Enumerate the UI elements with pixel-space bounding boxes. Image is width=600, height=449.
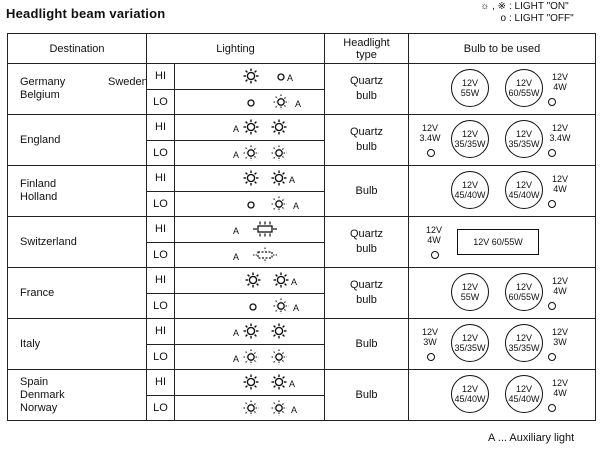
bulb-cell — [409, 319, 596, 370]
type-line: Bulb — [355, 388, 378, 401]
aux-bulb-icon — [427, 149, 435, 157]
dest-line: Sweden — [108, 76, 148, 88]
light-on-icon — [271, 145, 287, 161]
bulb-circle — [505, 69, 543, 107]
aux-label: A — [233, 226, 240, 237]
lamp-pattern-hi — [175, 217, 324, 241]
dest-line: Holland — [20, 191, 58, 203]
aux-bulb-icon — [548, 404, 556, 412]
light-on-icon — [243, 349, 259, 365]
type-line: bulb — [356, 141, 377, 153]
light-on-icon — [271, 349, 287, 365]
aux-label: A — [289, 379, 296, 390]
header-bulb: Bulb to be used — [409, 34, 596, 64]
bulb-cell — [409, 64, 596, 115]
lighting-hi — [175, 217, 325, 243]
type-line: bulb — [356, 243, 377, 255]
table-row — [8, 268, 596, 294]
aux-voltage: 12V — [552, 276, 569, 286]
bulb-wattage: 60/55W — [508, 292, 540, 302]
aux-bulb-spec — [547, 327, 573, 347]
bulb-wattage: 45/40W — [508, 190, 540, 200]
aux-bulb-icon — [427, 353, 435, 361]
mode-hi: HI — [147, 370, 175, 396]
type-line: Quartz — [350, 228, 384, 240]
lamp-pattern-hi — [175, 64, 324, 88]
aux-wattage: 4W — [553, 286, 567, 296]
light-on-icon — [243, 119, 259, 135]
bulb-diagram — [409, 115, 595, 165]
dest-line: Belgium — [20, 89, 60, 101]
lighting-hi — [175, 115, 325, 141]
aux-bulb-spec — [417, 123, 443, 143]
bulb-circle — [451, 120, 489, 158]
aux-bulb-spec — [547, 123, 573, 143]
destination-cell — [8, 115, 147, 166]
lighting-lo — [175, 242, 325, 268]
bulb-voltage: 12V — [462, 78, 479, 88]
headlight-type-cell — [325, 166, 409, 217]
dest-line: England — [20, 133, 61, 146]
dest-line: France — [20, 286, 55, 299]
bulb-cell — [409, 166, 596, 217]
bulb-voltage: 12V — [516, 129, 533, 139]
type-line: Bulb — [355, 337, 378, 350]
light-on-icon — [243, 145, 259, 161]
dest-line: Germany — [20, 76, 66, 88]
aux-voltage: 12V — [552, 174, 569, 184]
aux-bulb-spec — [547, 174, 573, 194]
lamp-pattern-hi — [175, 319, 324, 343]
bulb-wattage: 60/55W — [508, 88, 540, 98]
bulb-cell — [409, 370, 596, 421]
light-on-icon — [271, 196, 287, 212]
header-destination: Destination — [8, 34, 147, 64]
aux-wattage: 3.4W — [549, 133, 571, 143]
light-on-icon — [273, 272, 289, 288]
aux-voltage: 12V — [552, 72, 569, 82]
mode-hi: HI — [147, 268, 175, 294]
light-on-icon — [243, 400, 259, 416]
bulb-diagram — [409, 64, 595, 114]
aux-label: A — [233, 353, 240, 364]
mode-lo: LO — [147, 395, 175, 421]
bulb-voltage: 12V — [516, 78, 533, 88]
light-on-icon — [271, 374, 287, 390]
type-line: Quartz — [350, 126, 384, 138]
light-on-icon — [243, 68, 259, 84]
light-on-icon — [271, 170, 287, 186]
mode-hi: HI — [147, 115, 175, 141]
page-title: Headlight beam variation — [6, 6, 166, 21]
lamp-pattern-hi — [175, 166, 324, 190]
light-on-icon: ☼ , ※ — [480, 1, 506, 12]
lamp-pattern-lo — [175, 345, 324, 369]
dest-line: Finland — [20, 178, 57, 190]
bulb-circle — [505, 324, 543, 362]
bulb-wattage: 35/35W — [454, 343, 486, 353]
table-row — [8, 217, 596, 243]
bulb-circle — [451, 273, 489, 311]
light-on-icon — [273, 298, 289, 314]
bulb-voltage: 12V — [516, 333, 533, 343]
lamp-pattern-lo — [175, 294, 324, 318]
bulb-voltage: 12V — [462, 129, 479, 139]
lamp-pattern-hi — [175, 370, 324, 394]
type-line: Quartz — [350, 75, 384, 87]
lighting-lo — [175, 344, 325, 370]
table-row — [8, 64, 596, 90]
aux-label: A — [289, 175, 296, 186]
light-on-icon — [271, 400, 287, 416]
lamp-pattern-lo — [175, 396, 324, 420]
legend-off — [470, 13, 574, 25]
aux-voltage: 12V — [552, 123, 569, 133]
light-on-icon — [271, 323, 287, 339]
headlight-type-cell — [325, 370, 409, 421]
type-line: bulb — [356, 90, 377, 102]
legend-on — [470, 1, 574, 13]
bulb-diagram — [409, 370, 595, 420]
aux-label: A — [233, 149, 240, 160]
aux-wattage: 3.4W — [419, 133, 441, 143]
legend — [470, 1, 574, 25]
bulb-cell — [409, 268, 596, 319]
bulb-diagram — [409, 166, 595, 216]
aux-bulb-icon — [548, 353, 556, 361]
destination-cell — [8, 268, 147, 319]
aux-voltage: 12V — [552, 327, 569, 337]
aux-label: A — [233, 124, 240, 135]
lighting-lo — [175, 395, 325, 421]
bulb-circle — [505, 375, 543, 413]
fog-lamp-icon — [253, 221, 277, 237]
aux-wattage: 4W — [427, 235, 441, 245]
mode-hi: HI — [147, 64, 175, 90]
destination-cell — [8, 64, 147, 115]
bulb-cell — [409, 217, 596, 268]
aux-bulb-icon — [431, 251, 439, 259]
footer-note: A ... Auxiliary light — [488, 432, 575, 444]
table-row — [8, 370, 596, 396]
type-line: Quartz — [350, 279, 384, 291]
lighting-hi — [175, 319, 325, 345]
bulb-voltage: 12V — [462, 180, 479, 190]
header-type-line1: Headlight — [343, 36, 390, 49]
bulb-circle — [451, 171, 489, 209]
header-type — [325, 34, 409, 64]
aux-bulb-spec — [417, 327, 443, 347]
fog-lamp-icon — [253, 247, 277, 263]
lighting-hi — [175, 268, 325, 294]
lighting-hi — [175, 166, 325, 192]
light-off-icon: o — [500, 13, 506, 24]
aux-wattage: 4W — [553, 388, 567, 398]
type-line: bulb — [356, 294, 377, 306]
bulb-wattage: 35/35W — [508, 139, 540, 149]
aux-label: A — [233, 251, 240, 262]
light-on-icon — [273, 94, 289, 110]
header-type-line2: type — [356, 48, 377, 61]
bulb-circle — [451, 69, 489, 107]
bulb-circle — [451, 324, 489, 362]
bulb-voltage: 12V — [462, 384, 479, 394]
lamp-pattern-hi — [175, 115, 324, 139]
aux-voltage: 12V — [552, 378, 569, 388]
bulb-diagram — [409, 319, 595, 369]
mode-hi: HI — [147, 217, 175, 243]
bulb-wattage: 45/40W — [508, 394, 540, 404]
aux-label: A — [287, 73, 294, 84]
aux-wattage: 3W — [423, 337, 437, 347]
mode-lo: LO — [147, 191, 175, 217]
mode-lo: LO — [147, 140, 175, 166]
bulb-wattage: 45/40W — [454, 190, 486, 200]
headlight-type-cell — [325, 217, 409, 268]
lighting-hi — [175, 64, 325, 90]
dest-line: Norway — [20, 401, 58, 414]
bulb-circle — [505, 120, 543, 158]
lighting-lo — [175, 293, 325, 319]
aux-label: A — [291, 404, 298, 415]
bulb-wattage: 45/40W — [454, 394, 486, 404]
light-on-icon — [243, 323, 259, 339]
lamp-pattern-lo — [175, 90, 324, 114]
aux-bulb-spec — [421, 225, 447, 245]
mode-hi: HI — [147, 319, 175, 345]
lighting-lo — [175, 191, 325, 217]
light-off-icon — [243, 94, 259, 110]
destination-cell — [8, 217, 147, 268]
bulb-diagram — [409, 217, 595, 267]
beam-table — [7, 33, 596, 421]
mode-lo: LO — [147, 242, 175, 268]
aux-bulb-icon — [548, 98, 556, 106]
aux-label: A — [293, 302, 300, 313]
lamp-pattern-hi — [175, 268, 324, 292]
legend-off-text: : LIGHT "OFF" — [509, 13, 574, 24]
lamp-pattern-lo — [175, 243, 324, 267]
headlight-type-cell — [325, 64, 409, 115]
table-header-row — [8, 34, 596, 64]
light-on-icon — [245, 272, 261, 288]
bulb-cell — [409, 115, 596, 166]
aux-voltage: 12V — [422, 327, 439, 337]
destination-cell — [8, 166, 147, 217]
bulb-voltage: 12V — [516, 180, 533, 190]
table-row — [8, 166, 596, 192]
bulb-wattage: 55W — [460, 88, 480, 98]
light-on-icon — [243, 170, 259, 186]
aux-bulb-icon — [548, 200, 556, 208]
aux-bulb-spec — [547, 276, 573, 296]
mode-lo: LO — [147, 344, 175, 370]
light-off-icon — [245, 298, 261, 314]
aux-voltage: 12V — [426, 225, 443, 235]
dest-line: Denmark — [20, 388, 65, 401]
bulb-circle — [505, 273, 543, 311]
headlight-type-cell — [325, 115, 409, 166]
aux-wattage: 3W — [553, 337, 567, 347]
destination-cell — [8, 319, 147, 370]
lamp-pattern-lo — [175, 192, 324, 216]
bulb-diagram — [409, 268, 595, 318]
table-row — [8, 115, 596, 141]
dest-line: Switzerland — [20, 235, 77, 248]
headlight-type-cell — [325, 268, 409, 319]
aux-voltage: 12V — [422, 123, 439, 133]
bulb-voltage: 12V — [516, 384, 533, 394]
light-on-icon — [271, 119, 287, 135]
lighting-lo — [175, 89, 325, 115]
aux-label: A — [291, 277, 298, 288]
header-lighting: Lighting — [147, 34, 325, 64]
dest-line: Italy — [20, 337, 41, 350]
bulb-wattage: 35/35W — [454, 139, 486, 149]
type-line: Bulb — [355, 184, 378, 197]
aux-wattage: 4W — [553, 82, 567, 92]
bulb-rect: 12V 60/55W — [457, 229, 539, 255]
bulb-wattage: 55W — [460, 292, 480, 302]
table-row — [8, 319, 596, 345]
lighting-lo — [175, 140, 325, 166]
bulb-voltage: 12V — [462, 333, 479, 343]
aux-label: A — [233, 328, 240, 339]
aux-bulb-icon — [548, 149, 556, 157]
lighting-hi — [175, 370, 325, 396]
dest-line: Spain — [20, 375, 49, 388]
aux-label: A — [293, 200, 300, 211]
aux-bulb-spec — [547, 378, 573, 398]
mode-lo: LO — [147, 89, 175, 115]
bulb-wattage: 35/35W — [508, 343, 540, 353]
destination-cell — [8, 370, 147, 421]
light-on-icon — [243, 374, 259, 390]
aux-wattage: 4W — [553, 184, 567, 194]
aux-bulb-spec — [547, 72, 573, 92]
mode-lo: LO — [147, 293, 175, 319]
light-off-icon — [243, 196, 259, 212]
bulb-voltage: 12V — [462, 282, 479, 292]
mode-hi: HI — [147, 166, 175, 192]
legend-on-text: : LIGHT "ON" — [509, 1, 569, 12]
lamp-pattern-lo — [175, 141, 324, 165]
headlight-type-cell — [325, 319, 409, 370]
bulb-voltage: 12V — [516, 282, 533, 292]
aux-bulb-icon — [548, 302, 556, 310]
aux-label: A — [295, 98, 302, 109]
bulb-circle — [451, 375, 489, 413]
bulb-circle — [505, 171, 543, 209]
